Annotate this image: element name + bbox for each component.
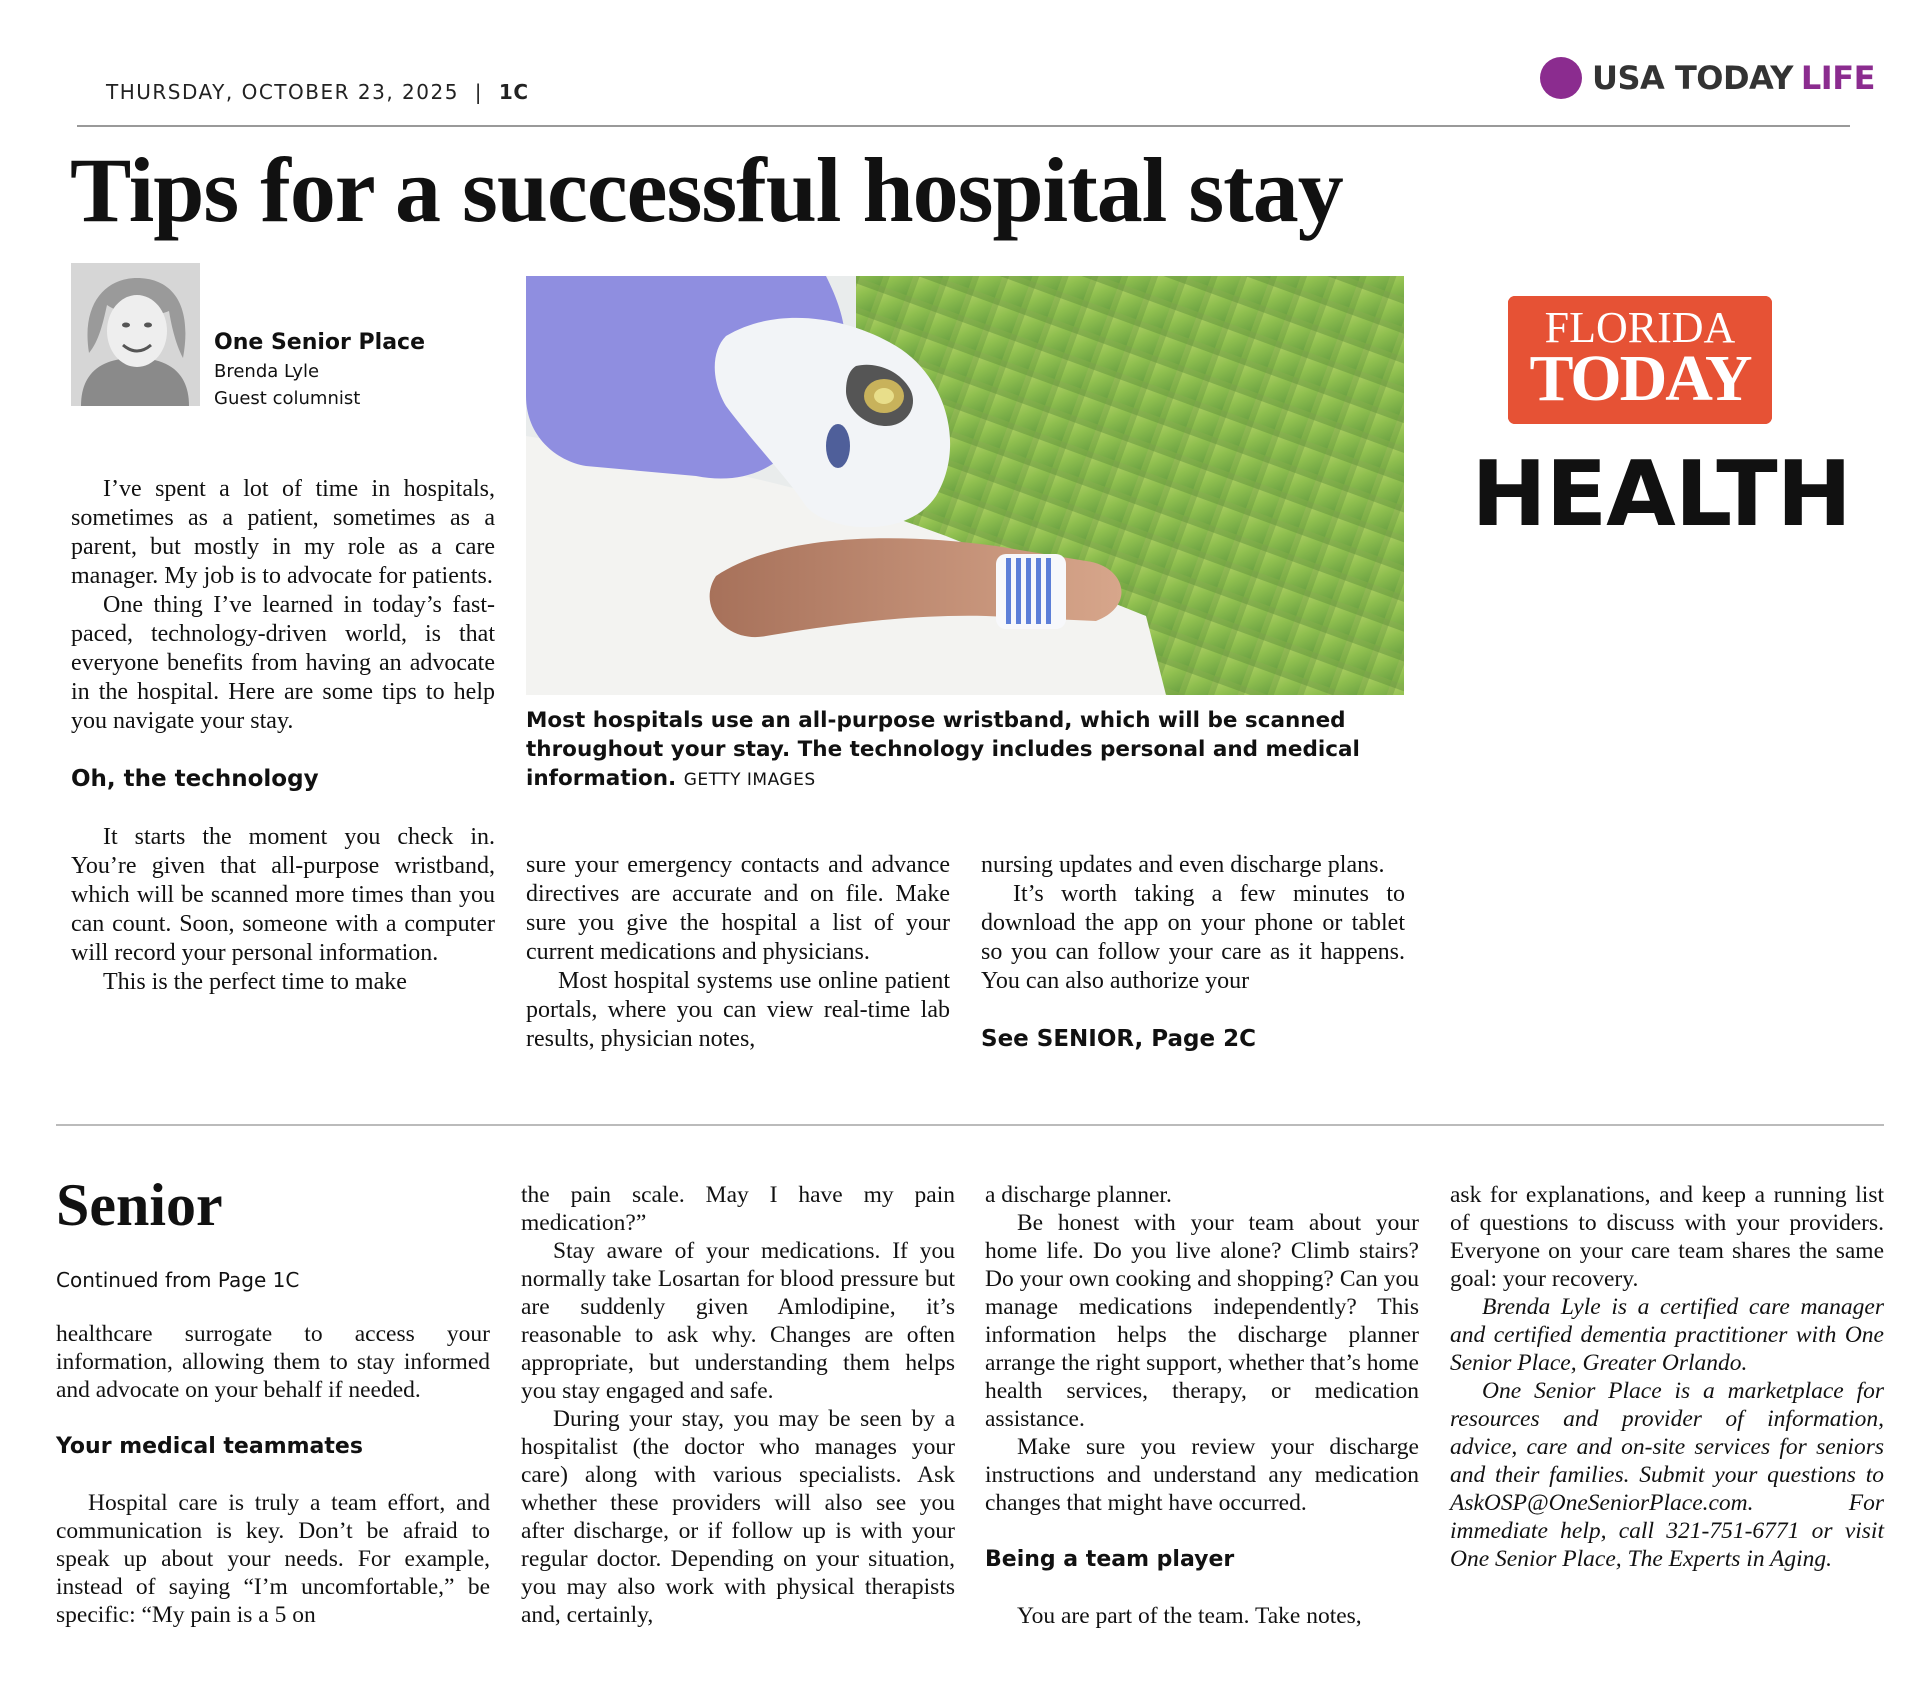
article-column-2: [526, 851, 950, 1054]
photo-caption: [526, 706, 1404, 795]
usa-today-life-logo: [1540, 56, 1875, 100]
author-bio: [1450, 1293, 1884, 1573]
jump-line: See SENIOR, Page 2C: [981, 1026, 1257, 1052]
date-text: THURSDAY, OCTOBER 23, 2025: [106, 80, 459, 104]
article-column-1: [71, 475, 495, 997]
article-paragraph: During your stay, you may be seen by a hospitalist (the doctor who manages your care) along with various specialists. Ask whether these providers will also see you after discharge, or if follow up is with your regular doctor. Depending on your situation, you may also work with physical therapists and, certainly,: [521, 1406, 955, 1628]
article-paragraph: nursing updates and even discharge plans.: [981, 852, 1385, 878]
article-paragraph: ask for explanations, and keep a running list of questions to discuss with your providers. Everyone on your care team shares the same goal: your recovery.: [1450, 1182, 1884, 1292]
subhead-medical-teammates: Your medical teammates: [56, 1434, 363, 1459]
continued-from: Continued from Page 1C: [56, 1268, 300, 1292]
dateline-separator: |: [474, 80, 484, 104]
article-paragraph: It starts the moment you check in. You’re given that all-purpose wristband, which will be scanned more times than you can count. Soon, someone with a computer will record your personal information.: [71, 824, 495, 966]
continuation-column-2: [521, 1181, 955, 1629]
subhead-team-player: Being a team player: [985, 1547, 1235, 1572]
section-name: HEALTH: [1471, 442, 1851, 547]
dateline: [106, 80, 529, 104]
article-paragraph: You are part of the team. Take notes,: [1017, 1603, 1362, 1629]
photo-credit: GETTY IMAGES: [683, 770, 816, 790]
usa-today-wordmark: [1592, 59, 1875, 97]
caption-text: Most hospitals use an all-purpose wristband, which will be scanned throughout your stay. The technology includes personal and medical information.: [526, 708, 1360, 791]
page-number: 1C: [498, 80, 529, 104]
article-paragraph: This is the perfect time to make: [103, 969, 407, 995]
header-rule: [77, 125, 1850, 127]
florida-today-logo: [1508, 296, 1772, 424]
headline: Tips for a successful hospital stay: [70, 139, 1343, 241]
continuation-column-1: [56, 1320, 490, 1629]
continuation-heading: Senior: [56, 1172, 223, 1238]
article-paragraph: sure your emergency contacts and advance directives are accurate and on file. Make sure you give the hospital a list of your current medications and physicians.: [526, 852, 950, 965]
section-divider: [56, 1124, 1884, 1126]
article-paragraph: Make sure you review your discharge instructions and understand any medication changes that might have occurred.: [985, 1434, 1419, 1516]
article-column-3: [981, 851, 1405, 1054]
article-paragraph: Be honest with your team about your home life. Do you live alone? Climb stairs? Do your own cooking and shopping? Can you manage medications independently? This information helps the discharge planner arrange the right support, whether that’s home health services, therapy, or medication assistance.: [985, 1210, 1419, 1432]
article-paragraph: One thing I’ve learned in today’s fast-paced, technology-driven world, is that everyone benefits from having an advocate in the hospital. Here are some tips to help you navigate your stay.: [71, 592, 495, 734]
continuation-column-3: [985, 1181, 1419, 1630]
byline: [214, 330, 425, 409]
bio-paragraph: One Senior Place is a marketplace for resources and provider of information, advice, care and on-site services for seniors and their families. Submit your questions to AskOSP@OneSeniorPlace.com. For immediate help, call 321-751-6771 or visit One Senior Place, The Experts in Aging.: [1450, 1378, 1884, 1572]
article-paragraph: Most hospital systems use online patient portals, where you can view real-time lab results, physician notes,: [526, 968, 950, 1052]
today-text: TODAY: [1529, 342, 1751, 415]
byline-role: Guest columnist: [214, 388, 361, 409]
bio-paragraph: Brenda Lyle is a certified care manager and certified dementia practitioner with One Senior Place, Greater Orlando.: [1450, 1294, 1884, 1376]
usa-today-text: USA TODAY: [1592, 59, 1793, 97]
article-paragraph: Hospital care is truly a team effort, and communication is key. Don’t be afraid to speak up about your needs. For example, instead of saying “I’m uncomfortable,” be specific: “My pain is a 5 on: [56, 1490, 490, 1628]
byline-org: One Senior Place: [214, 330, 426, 355]
article-paragraph: the pain scale. May I have my pain medication?”: [521, 1182, 955, 1236]
article-paragraph: I’ve spent a lot of time in hospitals, sometimes as a patient, sometimes as a parent, but mostly in my role as a care manager. My job is to advocate for patients.: [71, 476, 495, 589]
continuation-column-4: [1450, 1181, 1884, 1573]
article-paragraph: healthcare surrogate to access your information, allowing them to stay informed and advocate on your behalf if needed.: [56, 1321, 490, 1403]
article-paragraph: a discharge planner.: [985, 1182, 1172, 1208]
article-paragraph: It’s worth taking a few minutes to download the app on your phone or tablet so you can follow your care as it happens. You can also authorize your: [981, 881, 1405, 994]
byline-name: Brenda Lyle: [214, 361, 320, 382]
article-paragraph: Stay aware of your medications. If you normally take Losartan for blood pressure but are suddenly given Amlodipine, it’s reasonable to ask why. Changes are often appropriate, but understanding them helps you stay engaged and safe.: [521, 1238, 955, 1404]
florida-text: FLORIDA: [1544, 303, 1736, 352]
subhead-technology: Oh, the technology: [71, 766, 319, 792]
wristband-scan-photo: [526, 276, 1404, 695]
usa-today-dot-icon: [1540, 57, 1582, 99]
columnist-headshot: [71, 263, 200, 406]
life-text: LIFE: [1800, 59, 1875, 97]
